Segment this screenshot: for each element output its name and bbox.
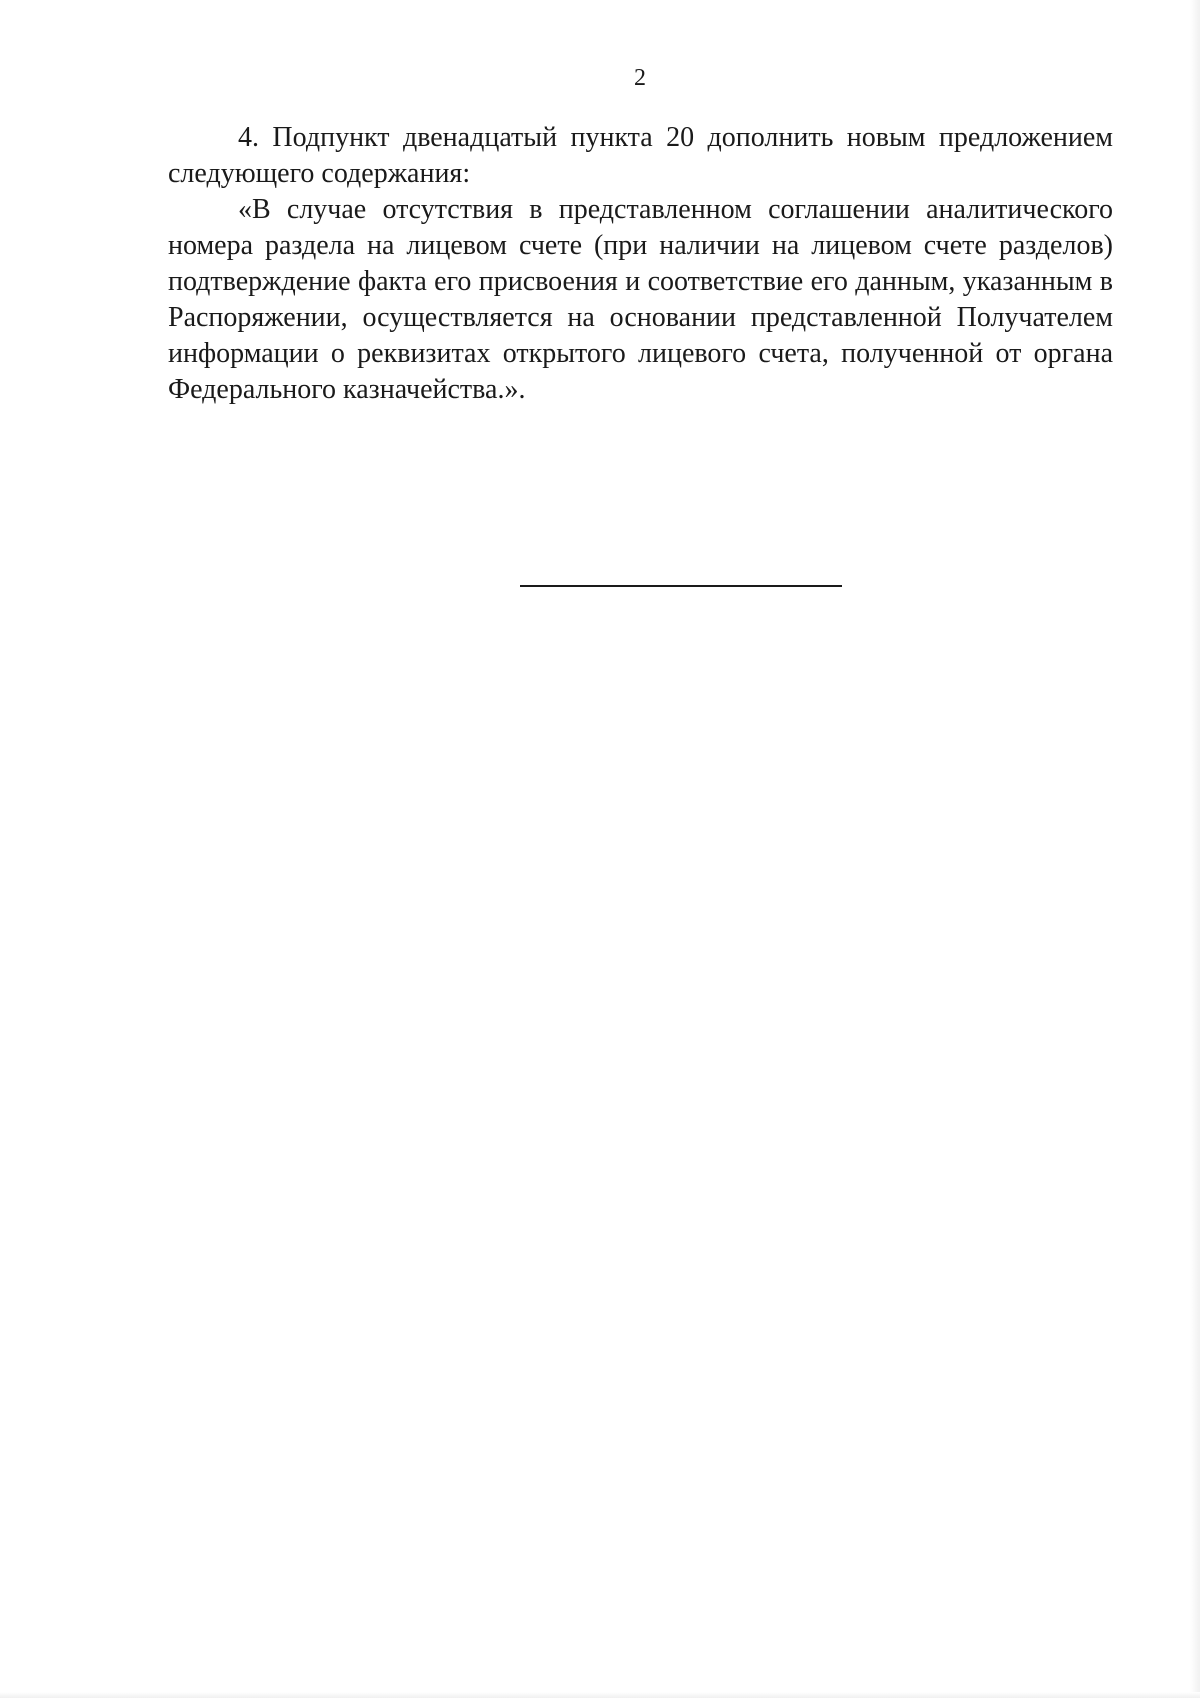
page-number: 2 (634, 65, 646, 91)
scan-edge-right (1190, 0, 1200, 1698)
closing-separator-line (520, 585, 842, 587)
scan-edge-bottom (0, 1692, 1200, 1698)
document-body (168, 120, 1113, 408)
paragraph-quoted-sentence: «В случае отсутствия в представленном соглашении аналитического номера раздела на лицевом счете (при наличии на лицевом счете разделов) подтверждение факта его присвоения и соответствие его данным, указанным в Распоряжении, осуществляется на основании представленной Получателем информации о реквизитах открытого лицевого счета, полученной от органа Федерального казначейства.». (168, 194, 1113, 405)
paragraph-amendment-4: 4. Подпункт двенадцатый пункта 20 дополнить новым предложением следующего содержания: (168, 122, 1113, 189)
